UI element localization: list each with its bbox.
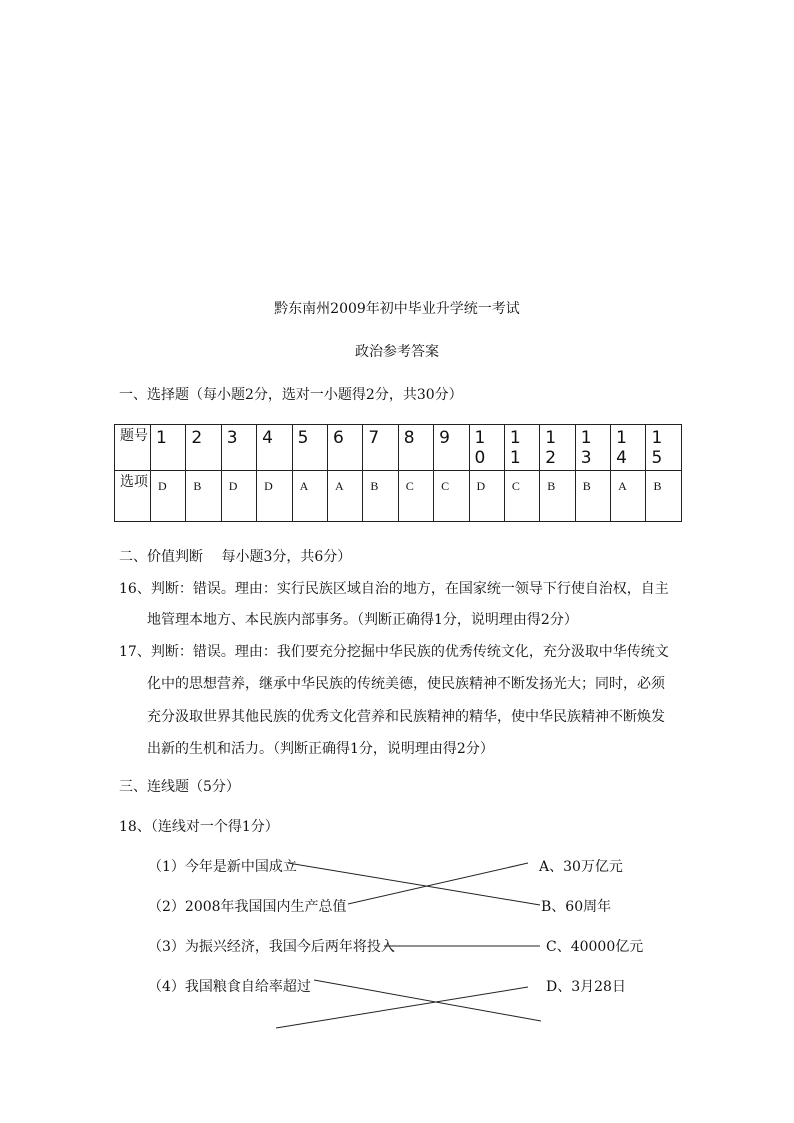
match-line [314, 980, 541, 1021]
match-right-item: A、30万亿元 [539, 859, 623, 875]
match-line [276, 987, 528, 1028]
answer-option: B [540, 471, 575, 522]
match-right-item: B、60周年 [541, 899, 612, 915]
match-right-item: C、40000亿元 [546, 939, 644, 955]
answer-option: D [151, 471, 186, 522]
answer-option: D [221, 471, 256, 522]
match-right-item: D、3月28日 [546, 979, 626, 995]
question-number: 9 [434, 425, 469, 471]
question-number: 12 [540, 425, 575, 471]
answer-option: C [434, 471, 469, 522]
q17-line: 出新的生机和活力。（判断正确得1分，说明理由得2分） [147, 741, 494, 757]
answer-option: A [327, 471, 362, 522]
q17-line: 化中的思想营养，继承中华民族的传统美德，使民族精神不断发扬光大；同时，必须 [147, 676, 665, 692]
answer-option: B [363, 471, 398, 522]
q16-line: 地管理本地方、本民族内部事务。（判断正确得1分，说明理由得2分） [147, 612, 578, 628]
answer-option: C [504, 471, 539, 522]
question-number: 4 [257, 425, 292, 471]
q18-instruction: 18、（连线对一个得1分） [119, 819, 279, 835]
question-number: 5 [292, 425, 327, 471]
section1-heading: 一、选择题（每小题2分，选对一小题得2分，共30分） [119, 387, 463, 403]
answer-option: A [292, 471, 327, 522]
document-title: 黔东南州2009年初中毕业升学统一考试 [274, 301, 520, 317]
q16-line: 16、判断：错误。理由：实行民族区域自治的地方，在国家统一领导下行使自治权，自主 [119, 581, 669, 597]
question-number: 6 [327, 425, 362, 471]
q17-line: 17、判断：错误。理由：我们要充分挖掘中华民族的优秀传统文化，充分汲取中华传统文 [119, 644, 669, 660]
answer-option: B [646, 471, 682, 522]
question-number: 7 [363, 425, 398, 471]
match-left-item: （2）2008年我国国内生产总值 [148, 899, 347, 915]
match-left-item: （4）我国粮食自给率超过 [148, 979, 311, 995]
question-number: 11 [504, 425, 539, 471]
answer-option: D [257, 471, 292, 522]
section2-heading: 二、价值判断 每小题3分，共6分） [119, 549, 352, 565]
answer-option: D [469, 471, 504, 522]
match-left-item: （3）为振兴经济，我国今后两年将投入 [148, 939, 395, 955]
match-left-item: （1）今年是新中国成立 [148, 859, 297, 875]
q17-line: 充分汲取世界其他民族的优秀文化营养和民族精神的精华，使中华民族精神不断焕发 [147, 709, 665, 725]
question-number: 10 [469, 425, 504, 471]
question-number: 1 [151, 425, 186, 471]
document-subtitle: 政治参考答案 [355, 344, 439, 360]
row-label-option: 选项 [115, 471, 151, 522]
answer-option: B [186, 471, 221, 522]
question-number: 8 [398, 425, 433, 471]
question-number: 2 [186, 425, 221, 471]
question-number: 3 [221, 425, 256, 471]
question-number: 13 [575, 425, 610, 471]
row-label-number: 题号 [115, 425, 151, 471]
section3-heading: 三、连线题（5分） [119, 779, 240, 795]
answer-option: C [398, 471, 433, 522]
question-number: 15 [646, 425, 682, 471]
answer-option: A [611, 471, 646, 522]
question-number: 14 [611, 425, 646, 471]
answer-option: B [575, 471, 610, 522]
match-line [348, 863, 528, 904]
